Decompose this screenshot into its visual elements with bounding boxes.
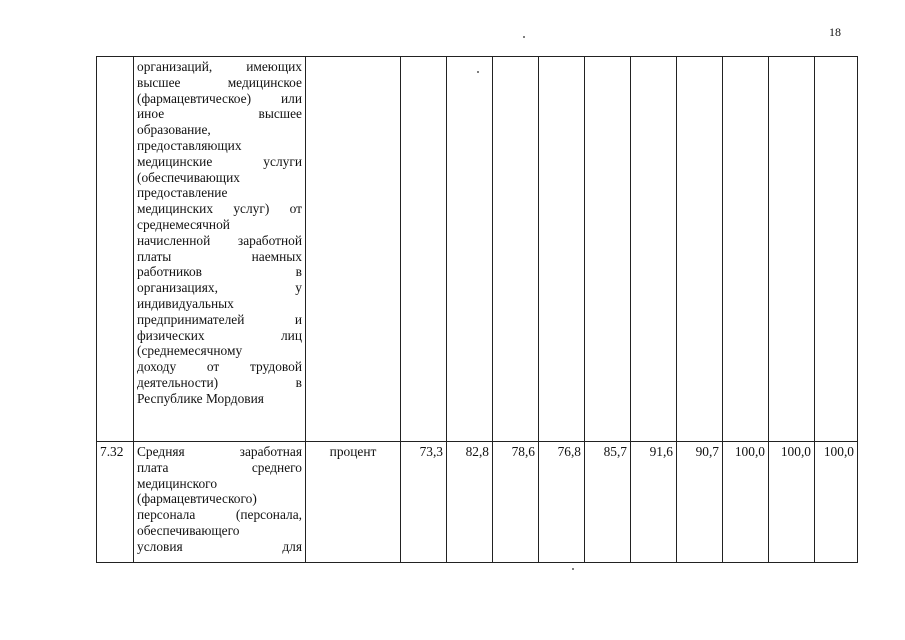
description-line: условия для <box>137 538 302 554</box>
description-line: индивидуальных <box>137 295 234 311</box>
description-line: организациях, у <box>137 280 302 296</box>
value-cell: 73,3 <box>401 442 447 563</box>
scan-speck <box>477 71 479 73</box>
value-cell <box>585 57 631 442</box>
value-cell: 85,7 <box>585 442 631 563</box>
scan-speck <box>572 568 574 570</box>
value-cell <box>723 57 769 442</box>
description-line: начисленной заработной <box>137 232 302 248</box>
description-line: Республике Мордовия <box>137 390 264 406</box>
description-line: (обеспечивающих <box>137 169 240 185</box>
page-number: 18 <box>829 25 841 39</box>
description-line: плата среднего <box>137 459 302 475</box>
scan-speck <box>523 36 525 38</box>
value-cell: 100,0 <box>723 442 769 563</box>
description-line: организаций, имеющих <box>137 59 302 74</box>
value-cell <box>631 57 677 442</box>
value-cell: 91,6 <box>631 442 677 563</box>
value-cell: 78,6 <box>493 442 539 563</box>
row-description <box>134 57 306 442</box>
description-line: обеспечивающего <box>137 522 240 538</box>
description-line: (фармацевтического) <box>137 491 257 507</box>
description-line: персонала (персонала, <box>137 507 302 523</box>
description-line: предпринимателей и <box>137 311 302 327</box>
value-cell <box>815 57 858 442</box>
description-line: иное высшее <box>137 106 302 122</box>
value-cell <box>769 57 815 442</box>
table-row <box>97 442 858 563</box>
description-line: (фармацевтическое) или <box>137 90 302 106</box>
row-unit: процент <box>306 442 401 563</box>
description-line: платы наемных <box>137 248 302 264</box>
table-row <box>97 57 858 442</box>
description-line: доходу от трудовой <box>137 359 302 375</box>
description-line: среднемесячной <box>137 216 230 232</box>
description-line: образование, <box>137 122 211 138</box>
value-cell <box>401 57 447 442</box>
description-line: предоставление <box>137 185 228 201</box>
description-line: Средняя заработная <box>137 444 302 459</box>
description-line: физических лиц <box>137 327 302 343</box>
description-line: деятельности) в <box>137 374 302 390</box>
value-cell: 100,0 <box>769 442 815 563</box>
value-cell: 76,8 <box>539 442 585 563</box>
description-line: работников в <box>137 264 302 280</box>
value-cell <box>447 57 493 442</box>
description-line: предоставляющих <box>137 137 242 153</box>
description-line: медицинского <box>137 475 218 491</box>
row-unit <box>306 57 401 442</box>
row-description <box>134 442 306 563</box>
value-cell <box>677 57 723 442</box>
value-cell: 82,8 <box>447 442 493 563</box>
description-line: медицинские услуги <box>137 153 302 169</box>
indicator-table <box>96 56 858 563</box>
value-cell: 100,0 <box>815 442 858 563</box>
value-cell: 90,7 <box>677 442 723 563</box>
row-index <box>97 57 134 442</box>
description-line: (среднемесячному <box>137 343 243 359</box>
row-index: 7.32 <box>97 442 134 563</box>
description-line: медицинских услуг) от <box>137 201 302 217</box>
value-cell <box>493 57 539 442</box>
description-line: высшее медицинское <box>137 74 302 90</box>
value-cell <box>539 57 585 442</box>
